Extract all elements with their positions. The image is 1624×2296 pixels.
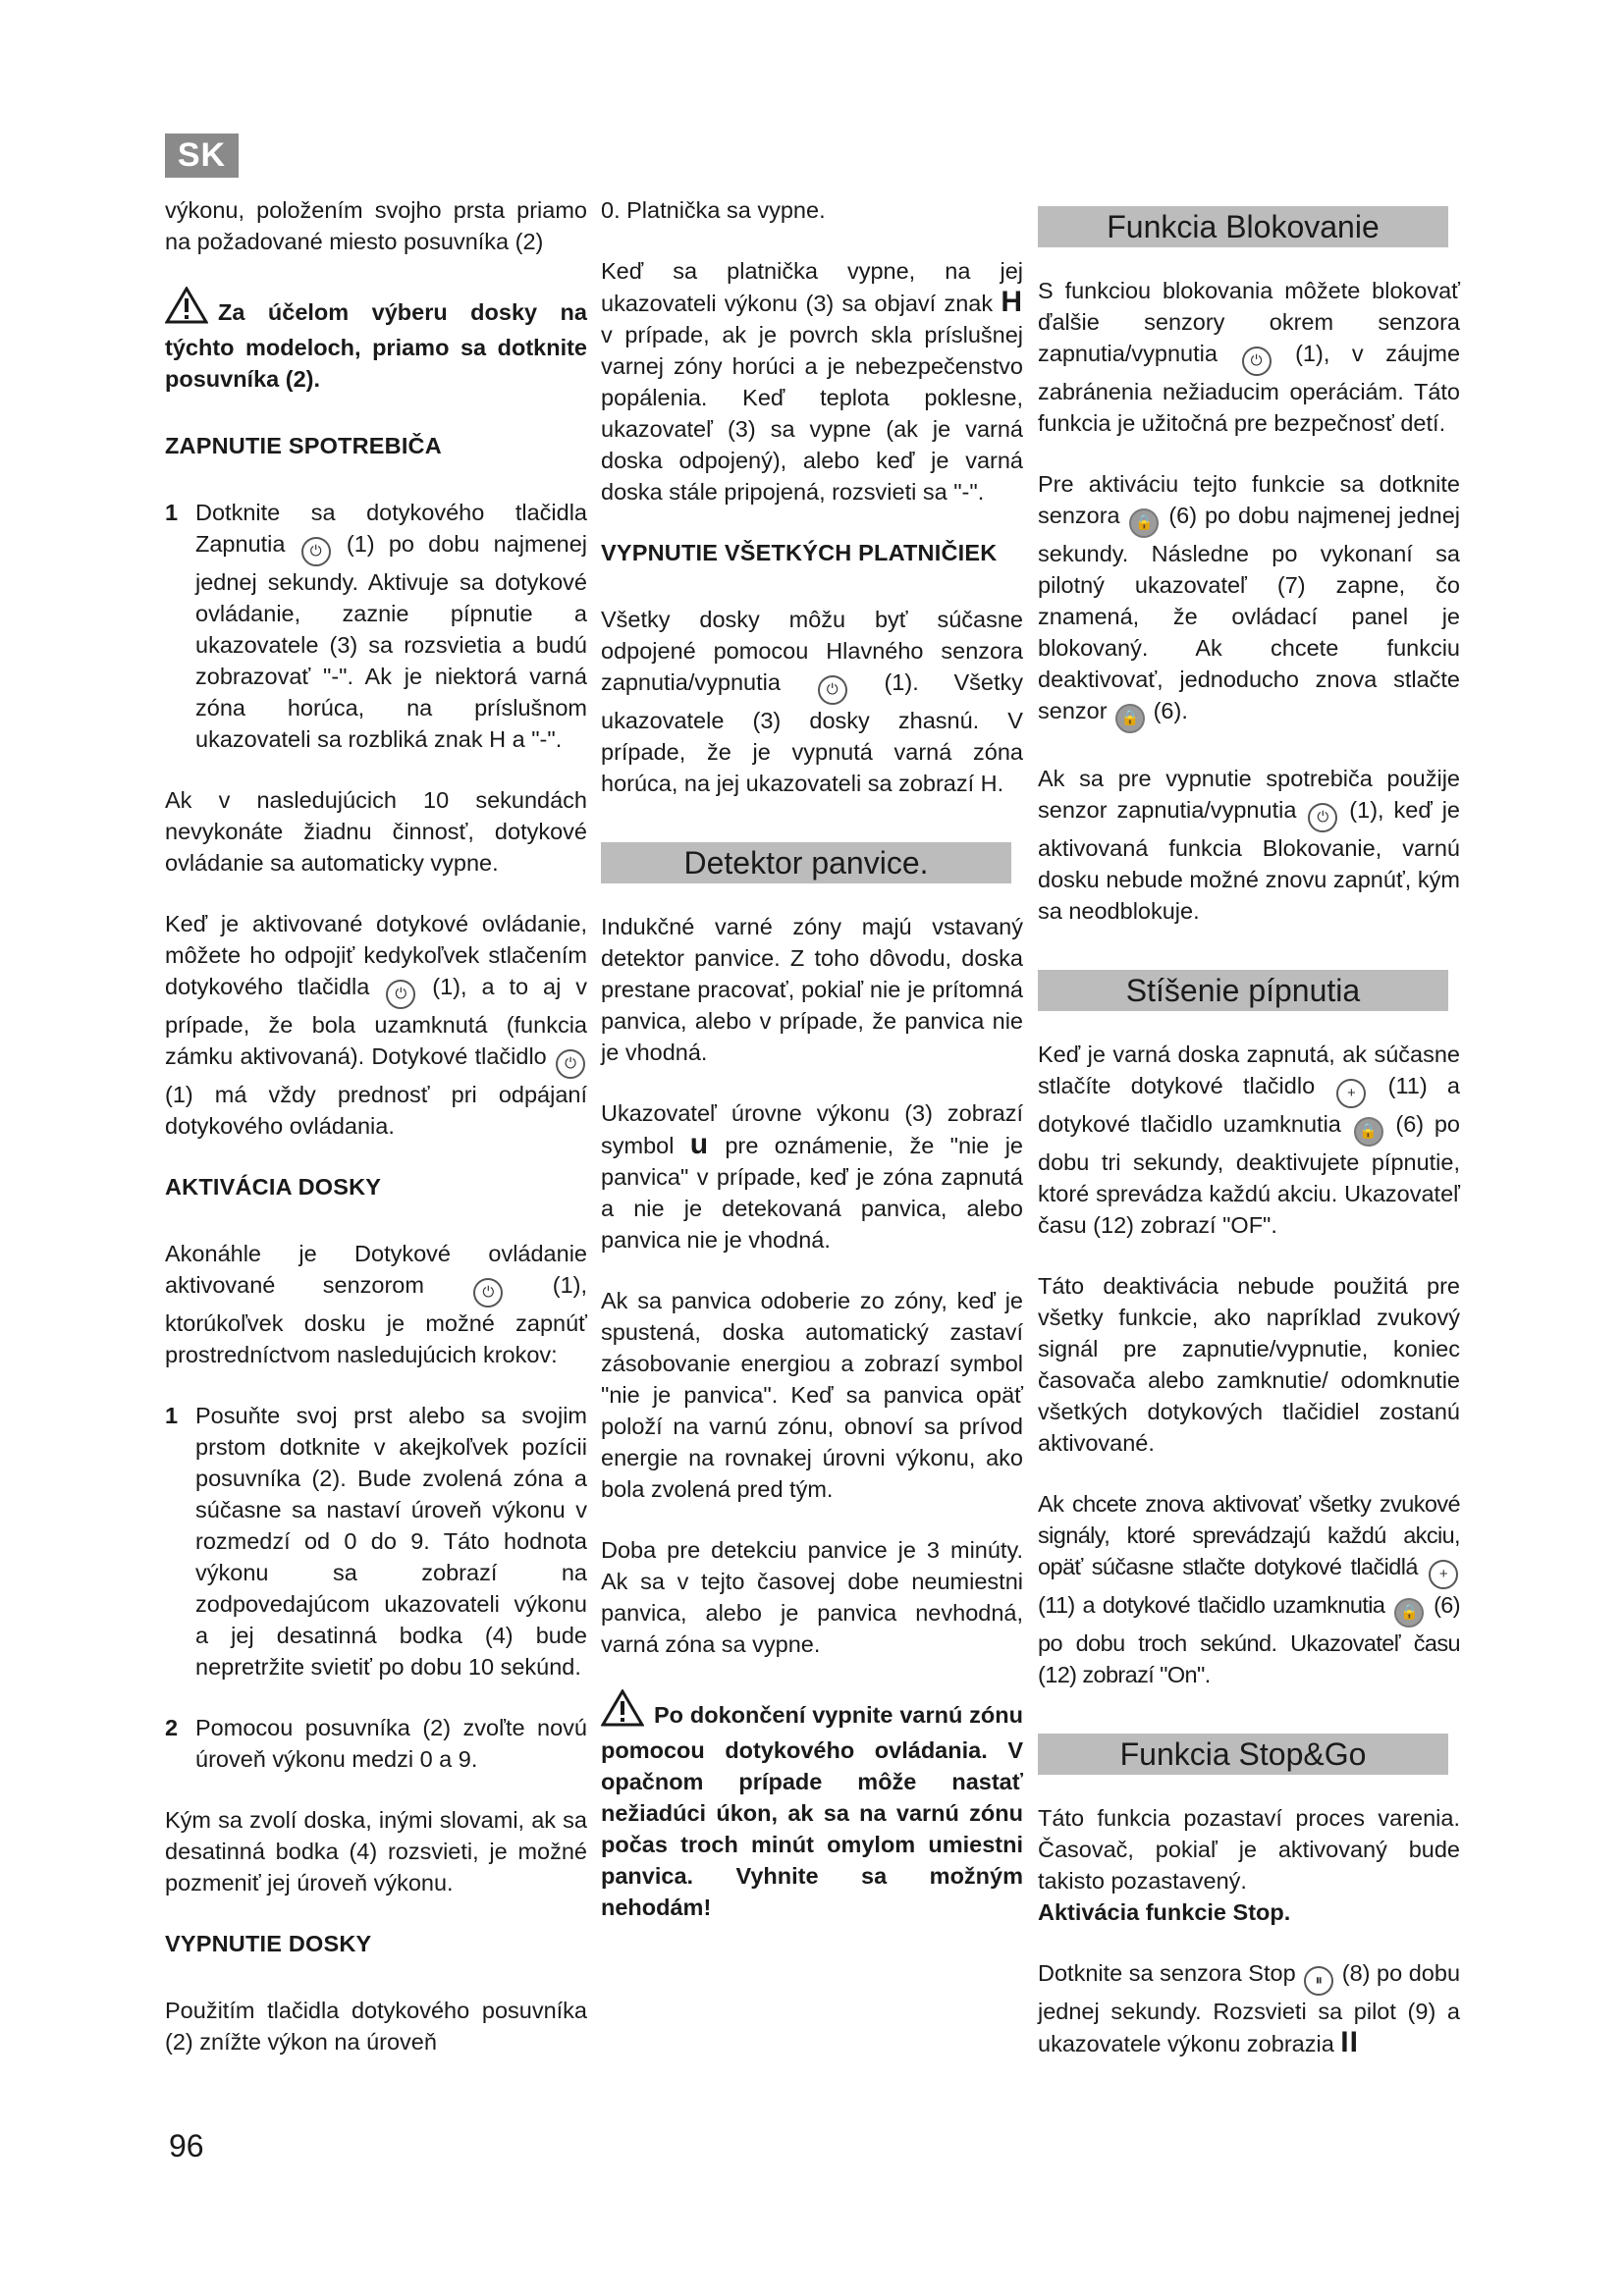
power-icon: ⏻ [386,980,415,1009]
paragraph-lock-intro [1038,275,1460,439]
text: Akonáhle je Dotykové ovládanie aktivované senzorom [165,1241,587,1298]
paragraph-continuation: 0. Platnička sa vypne. [601,197,826,223]
paragraph-decimal-point: Kým sa zvolí doska, inými slovami, ak sa desatinná bodka (4) rozsvieti, je možné pozmeniť jej úroveň výkonu. [165,1807,587,1896]
banner-beep-mute: Stíšenie pípnutia [1038,970,1448,1011]
text: (1), a to aj v prípade, že bola uzamknutá (funkcia zámku aktivovaná). Dotykové tlačidlo [165,974,588,1069]
paragraph-intro: výkonu, položením svojho prsta priamo na požadované miesto posuvníka (2) [165,197,587,254]
paragraph-hot-indicator [601,255,1023,507]
banner-stop-go: Funkcia Stop&Go [1038,1734,1448,1775]
power-icon: ⏻ [1242,347,1272,376]
text: (11) a dotykové tlačidlo uzamknutia [1038,1073,1460,1137]
step-1 [165,497,587,755]
pause-symbol: II [1340,2026,1359,2058]
heading-aktivacia: AKTIVÁCIA DOSKY [165,1174,382,1200]
warning-text: Po dokončení vypnite varnú zónu pomocou dotykového ovládania. V opačnom prípade môže nastať nežiadúci úkon, ak sa na varnú zónu počas troch minút omylom umiestni panvica. Vyhnite sa možným nehodám! [601,1702,1023,1920]
text: pre oznámenie, že "nie je panvica" v prípade, keď je zóna zapnutá a nie je detekovaná panvica, alebo panvica nie je vhodná. [601,1133,1023,1253]
step-text-b: (1) po dobu najmenej jednej sekundy. Aktivuje sa dotykové ovládanie, zaznie pípnutie a ukazovatele (3) sa rozsvietia a budú zobrazovať "-". Ak je niektorá varná zóna horúca, na príslušnom ukazovateli sa rozbliká znak H a "-". [195,531,588,752]
text: Všetky dosky môžu byť súčasne odpojené pomocou Hlavného senzora zapnutia/vypnutia [601,607,1023,695]
text: Ak sa pre vypnutie spotrebiča použije senzor zapnutia/vypnutia [1038,766,1460,823]
paragraph-switch-off: Použitím tlačidla dotykového posuvníka (2) znížte výkon na úroveň [165,1998,587,2055]
paragraph-no-pan-symbol [601,1097,1023,1255]
text: v prípade, ak je povrch skla príslušnej varnej zóny horúci a je nebezpečenstvo popálenia. Keď teplota poklesne, ukazovateľ (3) sa vypne (ak je varná doska odpojený), alebo keď je varná doska stále pripojená, rozsvieti sa "-". [601,322,1023,505]
step-text: Posuňte svoj prst alebo sa svojim prstom dotknite v akejkoľvek pozícii posuvníka (2). Bude zvolená zóna a súčasne sa nastaví úroveň výkonu v rozmedzí od 0 do 9. Táto hodnota výkonu sa zobrazí na zodpovedajúcom ukazovateli výkonu a jej desatinná bodka (4) bude nepretržite svietiť po dobu 10 sekúnd. [195,1403,587,1680]
column-3 [1038,194,1460,2089]
warning-switch-off-zone [601,1689,1023,1923]
column-1 [165,194,587,2087]
column-2 [601,194,1023,1958]
paragraph-detection-time: Doba pre detekciu panvice je 3 minúty. Ak sa v tejto časovej dobe neumiestni panvica, alebo je panvica nevhodná, varná zóna sa vypne. [601,1537,1023,1657]
power-icon: ⏻ [818,675,847,705]
text: (1), keď je aktivovaná funkcia Blokovanie, varnú dosku nebude možné znovu zapnúť, kým sa neodblokuje. [1038,797,1460,924]
power-icon: ⏻ [301,537,331,566]
step-number: 1 [165,1403,179,1428]
warning-text: Za účelom výberu dosky na týchto modeloch, priamo sa dotknite posuvníka (2). [165,299,587,392]
page-number: 96 [169,2128,204,2163]
heading-zapnutie: ZAPNUTIE SPOTREBIČA [165,433,442,458]
power-icon: ⏻ [556,1049,585,1079]
text: Ak chcete znova aktivovať všetky zvukové signály, ktoré sprevádzajú každú akciu, opäť súčasne stlačte dotykové tlačidlá [1038,1491,1460,1579]
paragraph-induction: Indukčné varné zóny majú vstavaný detektor panvice. Z toho dôvodu, doska prestane pracovať, pokiaľ nie je prítomná panvica, alebo v prípade, že panvica nie je vhodná. [601,914,1023,1065]
step-select-level [165,1712,587,1775]
paragraph-reactivate-beep [1038,1488,1460,1690]
step-number: 1 [165,500,179,525]
text: Keď je aktivované dotykové ovládanie, môžete ho odpojiť kedykoľvek stlačením dotykového tlačidla [165,911,587,999]
paragraph-10-seconds: Ak v nasledujúcich 10 sekundách nevykonáte žiadnu činnosť, dotykové ovládanie sa automaticky vypne. [165,787,587,876]
power-icon: ⏻ [473,1278,503,1308]
text: (6) po dobu troch sekúnd. Ukazovateľ času (12) zobrazí "On". [1038,1592,1460,1687]
text: Keď sa platnička vypne, na jej ukazovateli výkonu (3) sa objaví znak [601,258,1023,316]
stop-icon: ⏸ [1304,1966,1333,1996]
lock-icon: 🔒 [1129,508,1159,538]
language-tab: SK [165,133,239,178]
banner-pan-detector: Detektor panvice. [601,842,1011,883]
step-text-a: Dotknite sa dotykového tlačidla Zapnutia [195,500,587,557]
paragraph-stop-activate [1038,1957,1460,2059]
power-icon: ⏻ [1308,803,1337,832]
text: Keď je varná doska zapnutá, ak súčasne stlačíte dotykové tlačidlo [1038,1041,1460,1098]
text: Ukazovateľ úrovne výkonu (3) zobrazí symbol [601,1100,1023,1158]
lock-icon: 🔒 [1115,704,1145,733]
heading-stop-activation: Aktivácia funkcie Stop. [1038,1899,1291,1925]
warning-icon [165,287,208,332]
paragraph-all-off [601,604,1023,799]
step-slider [165,1400,587,1682]
paragraph-lock-activate [1038,468,1460,733]
lock-icon: 🔒 [1354,1117,1383,1147]
text: (6) po dobu najmenej jednej sekundy. Následne po vykonaní sa pilotný ukazovateľ (7) zapne, čo znamená, že ovládací panel je blokovaný. Ak chcete funkciu deaktivovať, jednoducho znova stlačte senzor [1038,503,1461,723]
text: (11) a dotykové tlačidlo uzamknutia [1038,1592,1385,1618]
text: (1), ktorúkoľvek dosku je možné zapnúť prostredníctvom nasledujúcich krokov: [165,1272,587,1367]
step-number: 2 [165,1715,179,1740]
no-pan-symbol: u [689,1128,710,1160]
step-text: Pomocou posuvníka (2) zvoľte novú úroveň výkonu medzi 0 a 9. [195,1715,587,1772]
paragraph-pan-removed: Ak sa panvica odoberie zo zóny, keď je spustená, doska automatický zastaví zásobovanie energiou a zobrazí symbol "nie je panvica". Keď sa panvica opäť položí na varnú zónu, obnoví sa prívod energie na rovnakej úrovni výkonu, ako bola zvolená pred tým. [601,1288,1023,1502]
warning-select-board [165,287,587,395]
paragraph-mute-beep [1038,1039,1460,1241]
paragraph-activation [165,1238,587,1370]
text: (8) po dobu jednej sekundy. Rozsvieti sa pilot (9) a ukazovatele výkonu zobrazia [1038,1960,1461,2056]
plus-icon: + [1429,1560,1458,1589]
paragraph-deactivation: Táto deaktivácia nebude použitá pre všetky funkcie, ako napríklad zvukový signál pre zapnutie/vypnutie, koniec časovača alebo zamknutie/ odomknutie všetkých dotykových tlačidiel zostanú aktivované. [1038,1273,1460,1456]
paragraph-stop-intro: Táto funkcia pozastaví proces varenia. Časovač, pokiaľ je aktivovaný bude takisto pozastavený. [1038,1805,1460,1894]
text: (6) po dobu tri sekundy, deaktivujete pípnutie, ktoré sprevádza každú akciu. Ukazovateľ času (12) zobrazí "OF". [1038,1111,1460,1238]
text: S funkciou blokovania môžete blokovať ďalšie senzory okrem senzora zapnutia/vypnutia [1038,278,1460,366]
text: (1), v záujme zabránenia nežiaducim operáciám. Táto funkcia je užitočná pre bezpečnosť detí. [1038,341,1461,436]
text: Pre aktiváciu tejto funkcie sa dotknite senzora [1038,471,1460,528]
text: (1) má vždy prednosť pri odpájaní dotykového ovládania. [165,1082,587,1139]
text: Dotknite sa senzora Stop [1038,1960,1296,1986]
lock-icon: 🔒 [1394,1598,1424,1628]
banner-lock-function: Funkcia Blokovanie [1038,206,1448,247]
plus-icon: + [1336,1079,1366,1108]
text: (6). [1153,698,1188,723]
text: (1). Všetky ukazovatele (3) dosky zhasnú. V prípade, že je vypnutá varná zóna horúca, na jej ukazovateli sa zobrazí H. [601,669,1024,796]
warning-icon [601,1689,644,1735]
hot-symbol: H [1001,286,1024,318]
paragraph-disconnect [165,908,587,1142]
heading-vypnutie: VYPNUTIE DOSKY [165,1931,372,1956]
paragraph-lock-power-off [1038,763,1460,927]
heading-vsetky: VYPNUTIE VŠETKÝCH PLATNIČIEK [601,540,998,565]
